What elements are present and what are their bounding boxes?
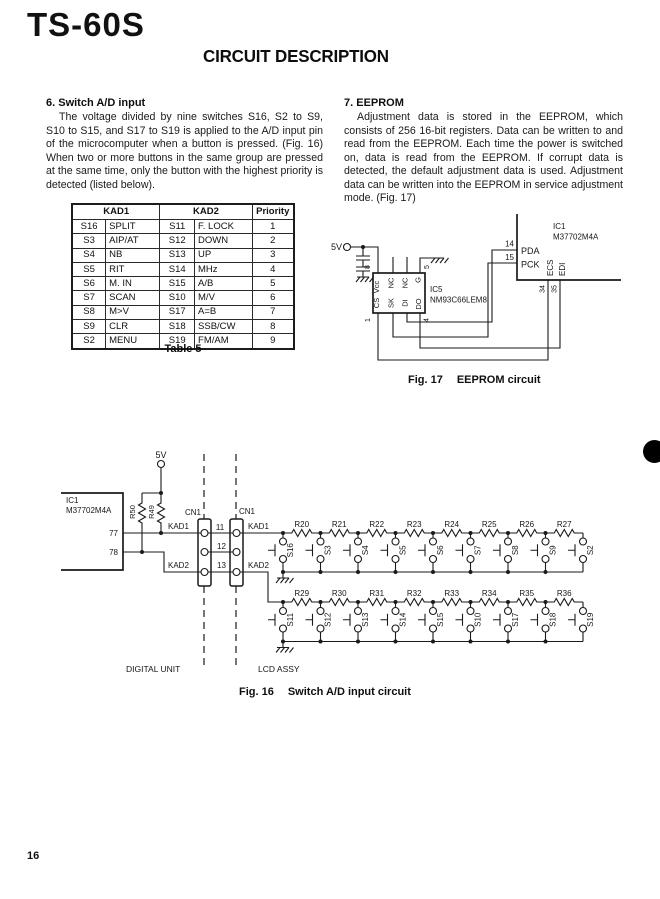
table-cell: SSB/CW (195, 320, 252, 334)
resistor (433, 599, 471, 606)
digital-unit-label: DIGITAL UNIT (126, 664, 181, 674)
switch-label: S3 (323, 545, 333, 556)
table-cell: S11 (160, 220, 195, 234)
fig17-caption-title: EEPROM circuit (456, 374, 541, 386)
table-cell: DOWN (195, 234, 252, 248)
table-cell: S7 (72, 291, 106, 305)
table-cell: S6 (72, 277, 106, 291)
table-cell: S16 (72, 220, 106, 234)
resistor (471, 599, 509, 606)
table-row (72, 277, 294, 291)
table-cell: S14 (160, 262, 195, 276)
table-cell: M. IN (106, 277, 160, 291)
resistor-label: R24 (444, 520, 460, 529)
switch-label: S10 (473, 612, 483, 627)
table-row (72, 291, 294, 305)
cn1-pin11-number: 11 (215, 523, 225, 532)
table-cell: S5 (72, 262, 106, 276)
switch-label: S14 (398, 612, 408, 627)
table-cell: 3 (252, 248, 294, 262)
ic5-pin-do: DO (414, 298, 423, 310)
switch-label: S17 (511, 612, 520, 627)
resistor (546, 530, 584, 537)
section-eeprom (344, 97, 623, 206)
table-cell: S9 (72, 320, 106, 334)
resistor-label: R29 (294, 589, 310, 598)
cn1-label-left: CN1 (185, 508, 202, 517)
switch-label: S15 (436, 612, 445, 627)
switch-label: S7 (473, 545, 483, 556)
table-cell: S12 (160, 234, 195, 248)
switch-label: S13 (361, 612, 370, 627)
table-row (72, 320, 294, 334)
table-cell: AIP/AT (106, 234, 160, 248)
table-cell: 1 (252, 220, 294, 234)
ic1-pin77-number: 77 (109, 529, 118, 538)
switch-label: S18 (548, 612, 558, 627)
ic5-ref: IC5 (430, 285, 443, 294)
ic1-pin14-number: 14 (505, 239, 514, 249)
resistor-label: R32 (406, 589, 422, 598)
resistor-r50 (139, 493, 146, 552)
table-cell: S17 (160, 305, 195, 319)
col-header-kad2: KAD2 (160, 204, 252, 220)
switch-label: S4 (361, 545, 370, 556)
ic1-pin78-number: 78 (109, 548, 118, 557)
resistor-label: R36 (556, 589, 572, 598)
resistor-label: R30 (331, 589, 347, 598)
table-cell: 8 (252, 320, 294, 334)
lcd-assy-label: LCD ASSY (258, 664, 300, 674)
table-row (72, 248, 294, 262)
cn1-pin12-right (233, 549, 240, 556)
table-cell: RIT (106, 262, 160, 276)
switch-label: S16 (286, 543, 295, 558)
col-header-kad1: KAD1 (72, 204, 160, 220)
table-cell: SCAN (106, 291, 160, 305)
section-7-body: Adjustment data is stored in the EEPROM, which consists of 256 16-bit registers. Data can be written to and read from the EEPROM. Each time the power is switched on, data is read from the EEPROM. If corrupt data is detected, the default adjustment data is used. Adjustment data can be written into the EEPROM in service adjustment mode. (Fig. 17) (344, 111, 623, 205)
ic1-pin14-label: PDA (521, 246, 540, 256)
ic5-pin4-number: 4 (423, 318, 431, 322)
table-5-caption: Table 5 (164, 343, 202, 355)
ic5-pin-sk: SK (386, 297, 396, 309)
switch-label: S11 (286, 612, 295, 627)
kad1-net-label-right: KAD1 (248, 522, 269, 531)
switch-ad-input-figure (55, 450, 600, 680)
switch-label: S9 (548, 545, 558, 556)
table-row (72, 305, 294, 319)
ic5-pin-g: G (413, 277, 423, 283)
ic5-pin-di: DI (400, 299, 410, 307)
ic1-pin34-label: ECS (546, 259, 555, 276)
ic5-pin8-number: 8 (364, 265, 372, 269)
resistor (396, 599, 434, 606)
bypass-capacitors (356, 247, 370, 277)
cn1-pin12-left (201, 549, 208, 556)
switch-label: S5 (398, 545, 408, 556)
resistor-label: R25 (481, 520, 497, 529)
table-header-row (72, 204, 294, 220)
resistor (508, 530, 546, 537)
ic5-pin1-number: 1 (365, 318, 372, 322)
fig16-caption (239, 686, 411, 698)
table-cell: SPLIT (106, 220, 160, 234)
cn1-pin13-left (201, 569, 208, 576)
table-cell: S15 (160, 277, 195, 291)
resistor (546, 599, 584, 606)
table-cell: 4 (252, 262, 294, 276)
table-5 (71, 203, 295, 350)
table-row (72, 262, 294, 276)
table-cell: 2 (252, 234, 294, 248)
kad1-net-label-left: KAD1 (168, 522, 189, 531)
table-cell: M/V (195, 291, 252, 305)
cn1-pin11-left (201, 530, 208, 537)
r50-label: R50 (128, 505, 137, 519)
ic1-pin15-label: PCK (521, 259, 540, 270)
ic1-pin35-label: EDI (558, 262, 567, 276)
table-cell: M>V (106, 305, 160, 319)
ic1-ref: IC1 (66, 496, 79, 505)
supply-label: 5V (155, 450, 167, 460)
page-title: CIRCUIT DESCRIPTION (203, 46, 389, 66)
resistor (358, 599, 396, 606)
resistor (433, 530, 471, 537)
table-cell: F. LOCK (195, 220, 252, 234)
ic1-pin35-number: 35 (551, 285, 559, 293)
switch-label: S2 (586, 545, 595, 556)
supply-label: 5V (330, 242, 342, 252)
section-6-heading: 6. Switch A/D input (46, 97, 146, 109)
fig16-caption-label: Fig. 16 (239, 686, 274, 698)
table-cell: NB (106, 248, 160, 262)
table-row (72, 234, 294, 248)
switch-label: S19 (586, 612, 595, 627)
ic1-pin34-number: 34 (539, 285, 547, 293)
table-cell: S19 (160, 334, 195, 349)
table-cell: UP (195, 248, 252, 262)
switch-label: S12 (323, 612, 333, 627)
table-cell: 9 (252, 334, 294, 349)
table-cell: MENU (106, 334, 160, 349)
kad2-net-label-left: KAD2 (168, 561, 189, 570)
ic1-part: M37702M4A (553, 232, 599, 242)
ic1-part: M37702M4A (66, 506, 112, 515)
table-cell: 5 (252, 277, 294, 291)
fig17-caption (408, 374, 541, 386)
section-6-body: The voltage divided by nine switches S16, S2 to S9, S10 to S15, and S17 to S19 is applied to the A/D input pin of the microcomputer when a button is pressed. (Fig. 16) When two or more buttons in the same group are pressed at the same time, only the button with the highest priority is detected (listed below). (46, 111, 323, 191)
resistor (358, 530, 396, 537)
cn1-pin13-right (233, 569, 240, 576)
wire-di-pda (407, 250, 517, 322)
switch-label: S6 (436, 545, 445, 556)
col-header-priority: Priority (252, 204, 294, 220)
ic5-pin5-number: 5 (424, 265, 431, 269)
section-7-heading: 7. EEPROM (344, 97, 404, 109)
table-cell: S18 (160, 320, 195, 334)
cn1-pin11-right (233, 530, 240, 537)
ic5-pin-nc2: NC (400, 277, 410, 289)
table-cell: CLR (106, 320, 160, 334)
table-cell: S4 (72, 248, 106, 262)
table-row (72, 220, 294, 234)
table-cell: S3 (72, 234, 106, 248)
resistor (396, 530, 434, 537)
table-cell: 6 (252, 291, 294, 305)
section-switch-ad-input (46, 97, 323, 192)
resistor (321, 599, 359, 606)
ic5-part: NM93C66LEM8 (430, 295, 487, 305)
resistor-label: R31 (369, 589, 385, 598)
model-title: TS-60S (27, 6, 145, 43)
kad2-net-label-right: KAD2 (248, 561, 269, 570)
table-cell: S13 (160, 248, 195, 262)
page-number: 16 (27, 850, 40, 862)
r49-label: R49 (147, 505, 156, 519)
resistor (508, 599, 546, 606)
resistor (283, 530, 321, 537)
resistor-label: R22 (369, 520, 385, 529)
fig16-caption-title: Switch A/D input circuit (287, 686, 411, 698)
resistor (283, 599, 321, 606)
ic5-pin-vcc: Vcc (372, 280, 381, 294)
fig17-caption-label: Fig. 17 (408, 374, 443, 386)
supply-terminal (158, 461, 165, 468)
registration-mark (643, 440, 660, 463)
resistor-label: R34 (481, 589, 497, 598)
resistor (471, 530, 509, 537)
resistor-label: R26 (519, 520, 535, 529)
supply-terminal (344, 244, 351, 251)
ic5-pin-cs: CS (372, 297, 381, 309)
resistor-label: R21 (331, 520, 347, 529)
cn1-label-right: CN1 (239, 507, 256, 516)
ic5-pin-nc1: NC (386, 277, 396, 289)
table-cell: S8 (72, 305, 106, 319)
resistor (321, 530, 359, 537)
cn1-pin13-number: 13 (217, 561, 226, 570)
resistor-r49 (158, 493, 165, 533)
resistor-label: R35 (519, 589, 535, 598)
resistor-label: R20 (294, 520, 310, 529)
table-cell: S2 (72, 334, 106, 349)
table-cell: FM/AM (195, 334, 252, 349)
cn1-pin12-number: 12 (217, 542, 226, 551)
table-cell: A=B (195, 305, 252, 319)
resistor-label: R33 (444, 589, 460, 598)
table-cell: A/B (195, 277, 252, 291)
switch-matrix (268, 520, 595, 653)
table-cell: 7 (252, 305, 294, 319)
resistor-label: R27 (556, 520, 572, 529)
ic1-pin15-number: 15 (505, 253, 514, 262)
ic1-ref: IC1 (553, 222, 566, 231)
table-cell: S10 (160, 291, 195, 305)
table-cell: MHz (195, 262, 252, 276)
eeprom-circuit-figure (330, 205, 650, 390)
switch-label: S8 (511, 545, 520, 556)
resistor-label: R23 (406, 520, 422, 529)
